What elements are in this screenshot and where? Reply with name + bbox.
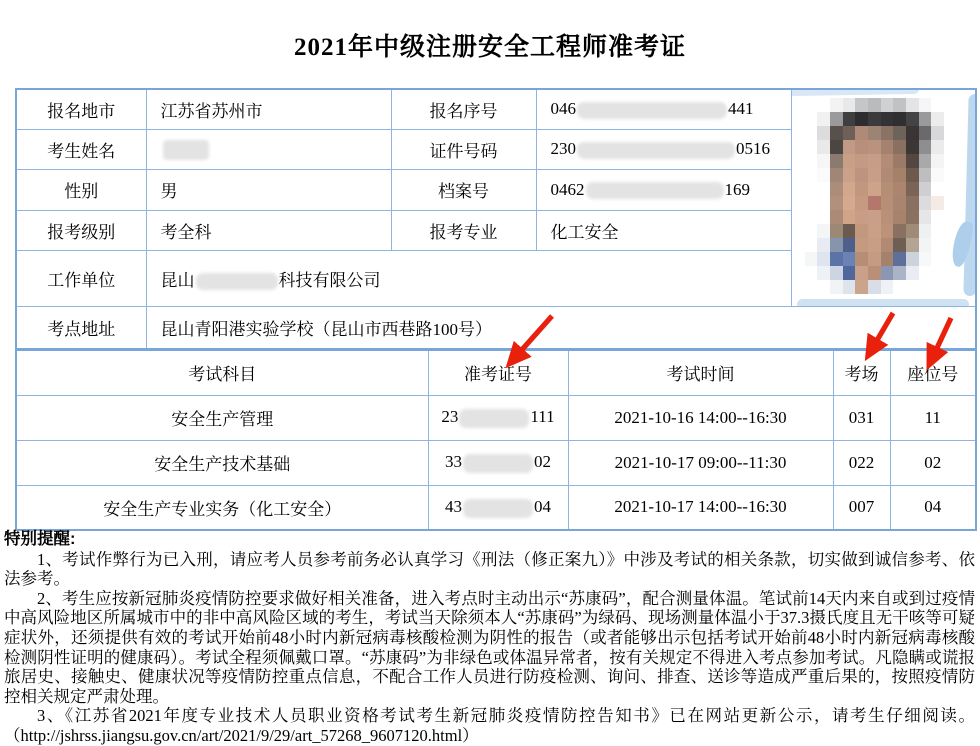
schedule-row xyxy=(16,395,976,440)
schedule-row xyxy=(16,485,976,530)
label-id-number: 证件号码 xyxy=(391,129,536,169)
time-cell: 2021-10-17 09:00--11:30 xyxy=(568,440,833,485)
value-work-unit: 昆山 科技有限公司 xyxy=(146,250,791,306)
time-cell: 2021-10-16 14:00--16:30 xyxy=(568,395,833,440)
ticket-cell: 33 02 xyxy=(428,440,568,485)
label-file-number: 档案号 xyxy=(391,169,536,210)
table-row xyxy=(16,306,976,349)
seat-cell: 11 xyxy=(890,395,976,440)
time-cell: 2021-10-17 14:00--16:30 xyxy=(568,485,833,530)
page-title: 2021年中级注册安全工程师准考证 xyxy=(293,34,686,61)
notice-paragraph-2: 2、考生应按新冠肺炎疫情防控要求做好相关准备，进入考点时主动出示“苏康码”，配合测量体温。笔试前14天内来自或到过疫情中高风险地区所属城市中的非中高风险区域的考生，考试当天除须本人“苏康码”为绿码、现场测量体温小于37.3摄氏度且无干咳等可疑症状外，还须提供有效的考试开始前48小时内新冠病毒核酸检测为阴性的报告（或者能够出示包括考试开始前48小时内新冠病毒核酸检测阴性证明的健康码）。考试全程须佩戴口罩。“苏康码”为非绿色或体温异常者，按有关规定不得进入考点参加考试。凡隐瞒或谎报旅居史、接触史、健康状况等疫情防控重点信息，不配合工作人员进行防疫检测、询问、排查、送诊等造成严重后果的，按照疫情防控相关规定严肃处理。 xyxy=(4,588,975,706)
room-cell: 031 xyxy=(833,395,890,440)
special-reminder-section xyxy=(4,530,975,746)
header-exam-time: 考试时间 xyxy=(568,350,833,395)
masked-data-blob xyxy=(586,182,724,199)
masked-data-blob xyxy=(196,273,278,290)
label-gender: 性别 xyxy=(16,169,146,210)
masked-data-blob xyxy=(577,102,727,119)
notice-paragraph-3: 3、《江苏省2021年度专业技术人员职业资格考试考生新冠肺炎疫情防控告知书》已在网站更新公示，请考生仔细阅读。（http://jshrss.jiangsu.gov.cn/art/2021/9/29/art_57268_9607120.html） xyxy=(4,706,975,745)
room-cell: 022 xyxy=(833,440,890,485)
value-file-number: 0462 169 xyxy=(536,169,791,210)
value-registration-city: 江苏省苏州市 xyxy=(146,89,391,129)
label-registration-city: 报名地市 xyxy=(16,89,146,129)
value-exam-level: 考全科 xyxy=(146,210,391,250)
notice-heading: 特别提醒: xyxy=(4,530,76,548)
label-exam-level: 报考级别 xyxy=(16,210,146,250)
notice-paragraph-1: 1、考试作弊行为已入刑，请应考人员参考前务必认真学习《刑法（修正案九）》中涉及考试的相关条款，切实做到诚信参考、依法参考。 xyxy=(4,549,975,589)
label-registration-number: 报名序号 xyxy=(391,89,536,129)
label-exam-site-address: 考点地址 xyxy=(16,306,146,349)
blue-smear-bottom xyxy=(797,299,969,306)
subject-cell: 安全生产专业实务（化工安全） xyxy=(16,485,428,530)
seat-cell: 04 xyxy=(890,485,976,530)
admission-ticket-tables xyxy=(15,88,975,531)
candidate-photo-cell xyxy=(791,89,976,306)
label-exam-major: 报考专业 xyxy=(391,210,536,250)
room-cell: 007 xyxy=(833,485,890,530)
value-candidate-name xyxy=(146,129,391,169)
header-seat-number: 座位号 xyxy=(890,350,976,395)
ticket-cell: 43 04 xyxy=(428,485,568,530)
candidate-photo-grid xyxy=(805,98,957,294)
masked-data-blob xyxy=(463,499,533,518)
value-registration-number: 046 441 xyxy=(536,89,791,129)
seat-cell: 02 xyxy=(890,440,976,485)
masked-data-blob xyxy=(463,454,533,473)
value-id-number: 230 0516 xyxy=(536,129,791,169)
schedule-row xyxy=(16,440,976,485)
value-exam-site-address: 昆山青阳港实验学校（昆山市西巷路100号） xyxy=(146,306,976,349)
table-row xyxy=(16,89,976,129)
label-candidate-name: 考生姓名 xyxy=(16,129,146,169)
header-exam-room: 考场 xyxy=(833,350,890,395)
blue-smear-right xyxy=(963,94,976,296)
candidate-photo xyxy=(793,90,976,305)
masked-data-blob xyxy=(459,409,529,428)
label-work-unit: 工作单位 xyxy=(16,250,146,306)
subject-cell: 安全生产技术基础 xyxy=(16,440,428,485)
value-exam-major: 化工安全 xyxy=(536,210,791,250)
masked-name-blob xyxy=(163,140,209,160)
candidate-info-table xyxy=(15,88,977,350)
blue-smear-top xyxy=(791,89,919,96)
header-exam-subject: 考试科目 xyxy=(16,350,428,395)
schedule-header-row xyxy=(16,350,976,395)
exam-schedule-table xyxy=(15,349,977,531)
subject-cell: 安全生产管理 xyxy=(16,395,428,440)
masked-data-blob xyxy=(577,142,735,159)
header-ticket-number: 准考证号 xyxy=(428,350,568,395)
value-gender: 男 xyxy=(146,169,391,210)
ticket-cell: 23 111 xyxy=(428,395,568,440)
